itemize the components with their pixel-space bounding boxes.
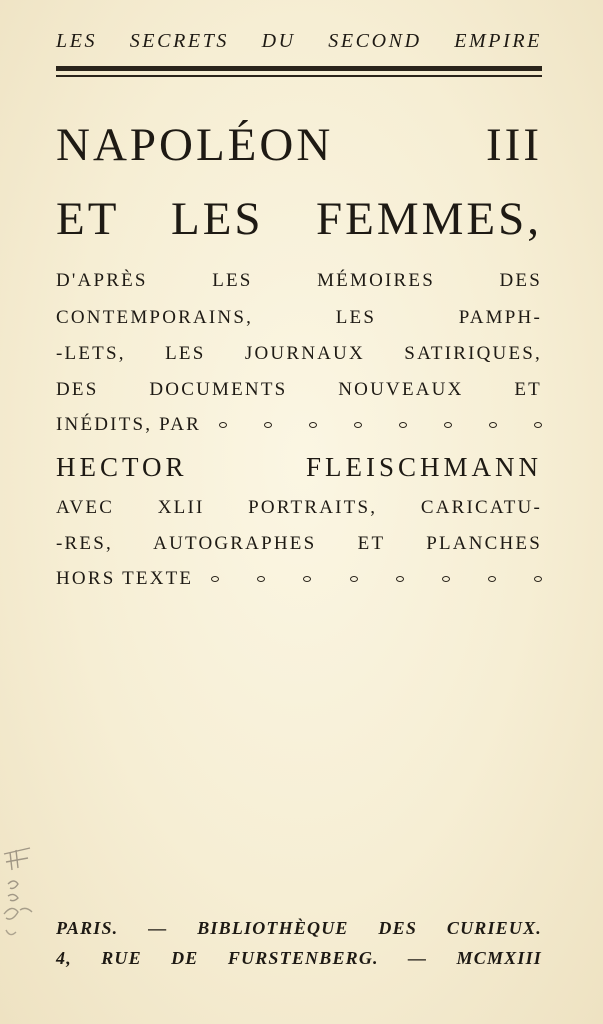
ornament-dots bbox=[211, 576, 542, 582]
subtitle-line-4: DES DOCUMENTS NOUVEAUX ET bbox=[56, 379, 542, 400]
series-title: LES SECRETS DU SECOND EMPIRE bbox=[56, 30, 542, 52]
ornament-dot bbox=[257, 576, 265, 582]
illustrations-line-3: HORS TEXTE bbox=[56, 568, 194, 589]
subtitle-line-3: -LETS, LES JOURNAUX SATIRIQUES, bbox=[56, 343, 542, 364]
ornament-dot bbox=[442, 576, 450, 582]
illustrations-line-3-row bbox=[56, 568, 542, 590]
subtitle-line-5-row bbox=[56, 414, 542, 436]
header-rule-thick bbox=[56, 66, 542, 71]
library-stamp-mark bbox=[0, 840, 40, 950]
ornament-dot bbox=[489, 422, 497, 428]
ornament-dot bbox=[399, 422, 407, 428]
ornament-dot bbox=[354, 422, 362, 428]
imprint-line-1: PARIS. — BIBLIOTHÈQUE DES CURIEUX. bbox=[56, 918, 542, 938]
ornament-dot bbox=[350, 576, 358, 582]
ornament-dot bbox=[309, 422, 317, 428]
illustrations-line-2: -RES, AUTOGRAPHES ET PLANCHES bbox=[56, 533, 542, 554]
ornament-dot bbox=[444, 422, 452, 428]
book-title-line-1: NAPOLÉON III bbox=[56, 119, 542, 171]
ornament-dot bbox=[488, 576, 496, 582]
subtitle-line-2: CONTEMPORAINS, LES PAMPH- bbox=[56, 307, 542, 328]
ornament-dot bbox=[211, 576, 219, 582]
ornament-dots bbox=[219, 422, 542, 428]
author-name: HECTOR FLEISCHMANN bbox=[56, 452, 542, 482]
ornament-dot bbox=[534, 422, 542, 428]
ornament-dot bbox=[219, 422, 227, 428]
ornament-dot bbox=[396, 576, 404, 582]
book-title-line-2: ET LES FEMMES, bbox=[56, 193, 542, 245]
ornament-dot bbox=[264, 422, 272, 428]
subtitle-line-1: D'APRÈS LES MÉMOIRES DES bbox=[56, 270, 542, 291]
ornament-dot bbox=[303, 576, 311, 582]
imprint-line-2: 4, RUE DE FURSTENBERG. — MCMXIII bbox=[56, 948, 542, 968]
ornament-dot bbox=[534, 576, 542, 582]
header-rule-thin bbox=[56, 75, 542, 77]
illustrations-line-1: AVEC XLII PORTRAITS, CARICATU- bbox=[56, 497, 542, 518]
subtitle-line-5: INÉDITS, PAR bbox=[56, 414, 201, 435]
